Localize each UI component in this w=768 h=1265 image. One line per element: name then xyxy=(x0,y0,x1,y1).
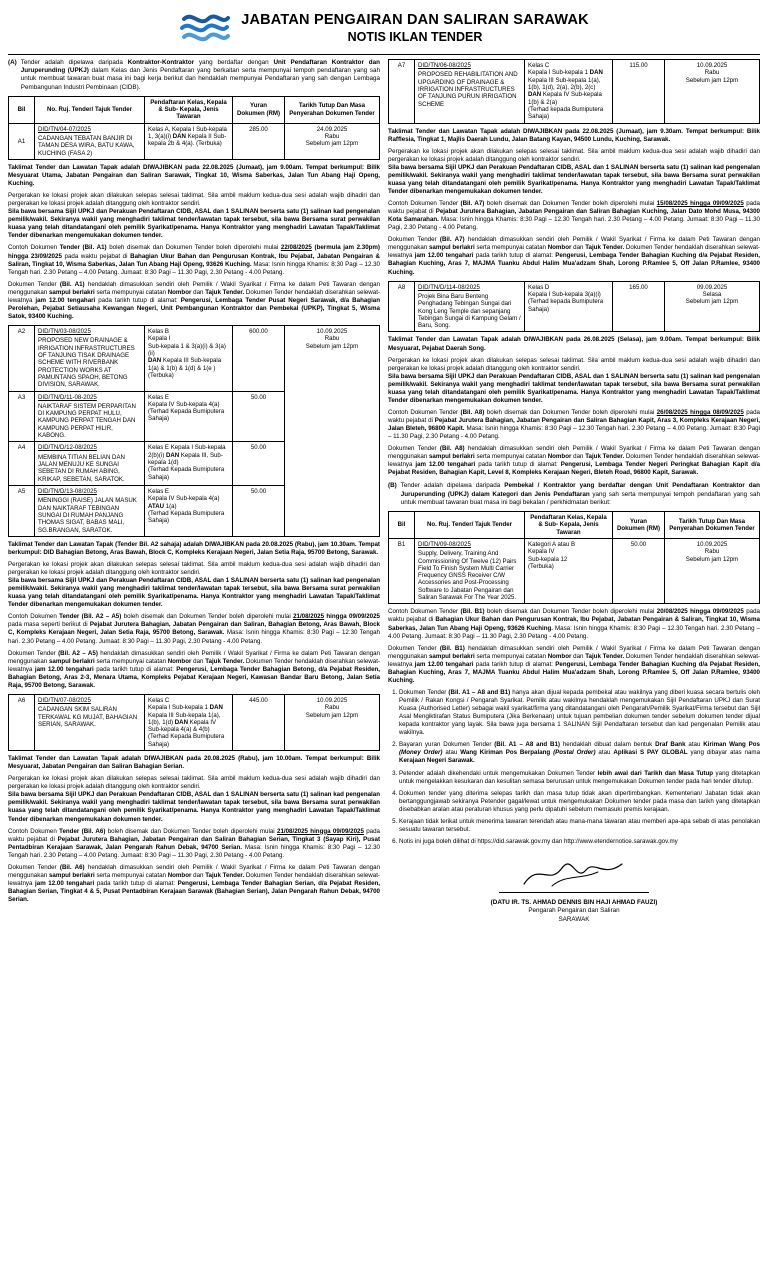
row-title: MENINGGI (RAISE) JALAN MASUK DAN NAIKTARAF TEBINGAN SUNGAI DI RUMAH PANJANG THOMAS SIGAT, BABAS MALI, SG.BRANGAN, SARATOK. xyxy=(38,497,137,534)
intro-text: Tender adalah dipelawa daripada Kontraktor-Kontraktor yang berdaftar dengan Unit Pendaftaran Kontraktor dan Juruperunding (UPKJ) dalam Kelas dan Jenis Pendaftaran yang berkaitan serta mempunyai tempoh pendaftaran yang sah untuk membuat tawaran buat masa ini bagi kerja berikut dan hendaklah mempunyai Pendaftaran yang sah dengan Lembaga Pembangunan Industri Pembinaan (CIDB). xyxy=(20,59,381,91)
section-a-marker: (A) xyxy=(8,59,17,66)
row-ref-no: DID/TN/D/114-08/2025 xyxy=(418,283,480,291)
section-b-text: Tender adalah dipelawa daripada Pembekal / Kontraktor yang berdaftar dengan Unit Pendaftaran Kontraktor dan Juruperunding (UPKJ) dalam Kategori dan Jenis Pendaftaran yang sah serta mempunyai tempoh pendaftaran yang sah untuk membuat tawaran buat masa ini bagi bekalan / perkhidmatan berikut: xyxy=(400,482,760,506)
section-b-paragraph xyxy=(388,482,760,507)
row-fee: 600.00 xyxy=(233,326,285,392)
signature-block xyxy=(388,856,760,924)
row-ref-no: DID/TN/04-07/2025 xyxy=(38,125,91,133)
row-title: NAIKTARAF SISTEM PERPARITAN DI KAMPUNG PERPAT HULU, KAMPUNG PERPAT TENGAH DAN KAMPUNG PERPAT HILIR, KABONG. xyxy=(38,402,136,440)
block-notice-a6: Pergerakan ke lokasi projek akan dilakukan selepas selesai taklimat. Sila ambil maklum kedua-dua sesi adalah wajib dihadiri dan pergerakan ke lokasi projek adalah ditanggung oleh kontraktor sendiri. Sila bawa bersama Sijil UPKJ dan Perakuan Pendaftaran CIDB, ASAL dan 1 SALINAN berserta satu (1) salinan kad pengenalan pemilik/wakil. Sekiranya wakil yang menghadiri taklimat tender/lawatan tapak tersebut, sila bawa Bersama surat perwakilan kuasa yang telah ditandatangani oleh pemilik Syarikat/penama. Hanya Kontraktor yang menghadiri Lawatan Tapak/Taklimat Tender dibenarkan mengemukakan dokumen tender. xyxy=(8,775,380,823)
row-ref xyxy=(415,281,525,332)
block-docs-a1: Contoh Dokumen Tender (Bil. A1) boleh disemak dan Dokumen Tender boleh diperolehi mulai 22/08/2025 (bermula jam 2.30pm) hingga 23/09/2025 pada waktu pejabat di Bahagian Ukur Bahan dan Pengurusan Kontrak, Ibu Pejabat, Jabatan Pengairan & Saliran, Tingkat 10, Wisma Saberkas, Jalan Tun Abang Haji Openg, 93626 Kuching. Masa: Isnin hingga Khamis: 8:30 Pagi – 12.30 Tengah hari. 2.30 Petang – 4.00 Petang. Jumaat: 8:30 Pagi – 11.30 Pagi, 2.30 Petang - 4.00 Petang. xyxy=(8,244,380,276)
row-title: CADANGAN TEBATAN BANJIR DI TAMAN DESA WIRA, BATU KAWA, KUCHING (FASA 2) xyxy=(38,134,135,157)
row-ref xyxy=(35,694,145,750)
row-closing-date: 10.09.2025 xyxy=(316,696,348,704)
th-registration: Pendaftaran Kelas, Kepala & Sub- Kepala, Jenis Tawaran xyxy=(145,96,233,123)
row-closing-date: 09.09.2025 xyxy=(696,283,728,291)
row-bil: B1 xyxy=(389,538,415,604)
block-notice-a2a5: Pergerakan ke lokasi projek akan dilakukan selepas selesai taklimat. Sila ambil maklum kedua-dua sesi adalah wajib dihadiri dan pergerakan ke lokasi projek adalah ditanggung oleh kontraktor sendiri. Sila bawa bersama Sijil UPKJ dan Perakuan Pendaftaran CIDB, ASAL dan 1 SALINAN berserta satu (1) salinan kad pengenalan pemilik/wakil. Sekiranya wakil yang menghadiri taklimat tender/lawatan tapak tersebut, sila bawa Bersama surat perwakilan kuasa yang telah ditandatangani oleh pemilik Syarikat/penama. Hanya Kontraktor yang menghadiri Lawatan Tapak/Taklimat Tender dibenarkan mengemukakan dokumen tender. xyxy=(8,560,380,609)
row-bil: A3 xyxy=(9,391,35,442)
row-closing-day: Rabu xyxy=(324,335,340,343)
block-brief-a1: Taklimat Tender dan Lawatan Tapak adalah DIWAJIBKAN pada 22.08.2025 (Jumaat), jam 9.00am. Tempat berkumpul: Bilik Mesyuarat Utama, Jabatan Pengairan dan Saliran Sarawak, Tingkat 10, Wisma Saberkas, Jalan Tun Abang Haji Openg, Kuching. xyxy=(8,163,380,187)
row-registration: Kelas D Kepala I Sub-kepala 3(a)(i) (Terhad kepada Bumiputera Sahaja) xyxy=(525,281,613,332)
row-ref-no: DID/TN/06-08/2025 xyxy=(418,62,471,69)
row-registration: Kelas A, Kepala I Sub-kepala 1, 3(a)(i) DAN Kepala II Sub-kepala 2b & 4(a). (Terbuka) xyxy=(145,123,233,159)
note-item: 2. Bayaran yuran Dokumen Tender (Bil. A1 – A8 and B1) hendaklah dibuat dalam bentuk Draf Bank atau Kiriman Wang Pos (Money Order) atau Wang Kiriman Pos Berpalang (Postal Order) atau Aplikasi S PAY GLOBAL yang dibayar atas nama Kerajaan Negeri Sarawak. xyxy=(399,741,760,765)
block-notice-a7: Pergerakan ke lokasi projek akan dilakukan selepas selesai taklimat. Sila ambil maklum kedua-dua sesi adalah wajib dihadiri dan pergerakan ke lokasi projek adalah ditanggung oleh kontraktor sendiri. Sila bawa bersama Sijil UPKJ dan Perakuan Pendaftaran CIDB, ASAL dan 1 SALINAN berserta satu (1) salinan kad pengenalan pemilik/wakil. Sekiranya wakil yang menghadiri taklimat tender/lawatan tapak tersebut, sila bawa Bersama surat perwakilan kuasa yang telah ditandatangani oleh pemilik Syarikat/penama. Hanya Kontraktor yang menghadiri Lawatan Tapak/Taklimat Tender dibenarkan mengemukakan dokumen tender. xyxy=(388,147,760,195)
row-closing-day: Selasa xyxy=(702,290,722,298)
block-submit-a1: Dokumen Tender (Bil. A1) hendaklah dimasukkan sendiri oleh Pemilik / Wakil Syarikat / Firma ke dalam Peti Tawaran dengan menggunakan sampul berlakri serta mempunyai catatan Nombor dan Tajuk Tender. Dokumen Tender hendaklah diserahkan selewat-lewatnya jam 12.00 tengahari pada tarikh tutup di alamat: Pengerusi, Lembaga Tender Pusat Negeri Sarawak, d/a Bahagian Perolehan, Pejabat Setiausaha Kewangan Negeri, Unit Pembangunan Kontraktor dan Pembekal (UPKP), Tingkat 5, Wisma Satok, 93400 Kuching. xyxy=(8,280,381,320)
block-brief-a2a5: Taklimat Tender dan Lawatan Tapak (Tender Bil. A2 sahaja) adalah DIWAJIBKAN pada 20.08.2025 (Rabu), jam 10.30am. Tempat berkumpul: DID Bahagian Betong, Aras Bawah, Block C, Kompleks Kerajaan Negeri, Jalan Setia Raja, 95700 Betong, Sarawak. xyxy=(8,540,380,556)
row-bil: A1 xyxy=(9,123,35,159)
row-closing-time: Sebelum jam 12pm xyxy=(305,711,359,719)
row-closing-day: Rabu xyxy=(704,69,720,77)
row-ref-no: DID/TN/03-08/2025 xyxy=(38,328,91,335)
row-fee: 50.00 xyxy=(233,442,285,486)
row-fee: 115.00 xyxy=(613,60,665,124)
row-closing-date: 10.09.2025 xyxy=(696,62,728,69)
th-bil: Bil xyxy=(389,511,415,538)
row-bil: A7 xyxy=(389,60,415,124)
row-fee: 285.00 xyxy=(233,123,285,159)
row-ref-no: DID/TN/09-08/2025 xyxy=(418,540,471,548)
row-fee: 50.00 xyxy=(233,485,285,536)
row-title: Supply, Delivery, Training And Commissioning Of Twelve (12) Pairs Field To Finish System Multi Carrier Frequency GNSS Receiver C/W Accessories and Post-Processing Software to Jabatan Pengairan dan Saliran Sarawak For The Year 2025. xyxy=(418,550,517,602)
block-docs-b1: Contoh Dokumen Tender (Bil. B1) boleh disemak dan Dokumen Tender boleh diperolehi mulai 20/08/2025 hingga 09/09/2025 pada waktu pejabat di Bahagian Ukur Bahan dan Pengurusan Kontrak, Ibu Pejabat, Jabatan Pengairan & Saliran, Tingkat 10, Wisma Saberkas, Jalan Tun Abang Haji Openg, 93626 Kuching. Masa: Isnin hingga Khamis: 8:30 Pagi – 12.30 Tengah hari. 2.30 Petang – 4.00 Petang. Jumaat: 8:30 Pagi – 11.30 Pagi, 2.30 Petang - 4.00 Petang. xyxy=(388,608,761,640)
row-bil: A8 xyxy=(389,281,415,332)
row-fee: 50.00 xyxy=(613,538,665,604)
tender-table-a-part3 xyxy=(8,694,380,751)
row-closing xyxy=(285,123,380,159)
th-fee: Yuran Dokumen (RM) xyxy=(613,511,665,538)
row-ref xyxy=(35,442,145,486)
block-notice-a8: Pergerakan ke lokasi projek akan dilakukan selepas selesai taklimat. Sila ambil maklum kedua-dua sesi adalah wajib dihadiri dan pergerakan ke lokasi projek adalah ditanggung oleh kontraktor sendiri. Sila bawa bersama Sijil UPKJ dan Perakuan Pendaftaran CIDB, ASAL dan 1 SALINAN berserta satu (1) salinan kad pengenalan pemilik/wakil. Sekiranya wakil yang menghadiri taklimat tender/lawatan tapak tersebut, sila bawa Bersama surat perwakilan kuasa yang telah ditandatangani oleh pemilik Syarikat/penama. Hanya Kontraktor yang menghadiri Lawatan Tapak/Taklimat Tender dibenarkan mengemukakan dokumen tender. xyxy=(388,356,760,404)
section-b-marker: (B) xyxy=(388,482,397,490)
block-submit-b1: Dokumen Tender (Bil. B1) hendaklah dimasukkan sendiri oleh Pemilik / Wakil Syarikat / Firma ke dalam Peti Tawaran dengan menggunakan sampul berlakri serta mempunyai catatan Nombor dan Tajuk Tender. Dokumen Tender hendaklah diserahkan selewat-lewatnya jam 12.00 tengahari pada tarikh tutup di alamat: Pengerusi, Lembaga Tender Bahagian Kuching d/a Pejabat Residen, Bahagian Kuching, Aras 7, MAJMA Tuanku Abdul Halim Mua'adzam Shah, Lorong P.Ramlee 5, Off Jalan P.Ramlee, 93400 Kuching. xyxy=(388,644,760,684)
table-row xyxy=(9,694,380,750)
row-closing-time: Sebelum jam 12pm xyxy=(685,555,739,563)
notes-list xyxy=(388,689,760,846)
th-fee: Yuran Dokumen (RM) xyxy=(233,96,285,123)
row-registration: Kelas B Kepala I Sub-kepala 1 & 3(a)(i) & 3(a)(ii) DAN Kepala III Sub-kepala 1(a) & 1(b) & 1(d) & 1(e ) (Terbuka) xyxy=(145,326,233,392)
block-brief-a7: Taklimat Tender dan Lawatan Tapak adalah DIWAJIBKAN pada 22.08.2025 (Jumaat), jam 9.30am. Tempat berkumpul: Bilik Rafflesia, Tingkat 1, Majlis Daerah Lundu, Jalan Batang Kayan, 94500 Lundu, Kuching, Sarawak. xyxy=(388,127,760,143)
block-docs-a6: Contoh Dokumen Tender (Bil. A6) boleh disemak dan Dokumen Tender boleh diperolehi mulai 21/08/2025 hingga 09/09/2025 pada waktu pejabat di Pejabat Jurutera Bahagian, Jabatan Pengairan dan Saliran Bahagian Serian, Tingkat 3 (Sayap Kiri), Pusat Pentadbiran Kerajaan Sarawak, Jalan Pengarah Rahun Debak, 94700 Serian. Masa: Isnin hingga Khamis: 8:30 Pagi – 12.30 Tengah hari. 2.30 Petang – 4.00 Petang. Jumaat: 8:30 Pagi – 11.30 Pagi, 2.30 Petang - 4.00 Petang. xyxy=(8,827,381,859)
row-closing-time: Sebelum jam 12pm xyxy=(685,76,739,84)
block-submit-a6: Dokumen Tender (Bil. A6) hendaklah dimasukkan sendiri oleh Pemilik / Wakil Syarikat / Firma ke dalam Peti Tawaran dengan menggunakan sampul berlakri serta mempunyai catatan Nombor dan Tajuk Tender. Dokumen Tender hendaklah diserahkan selewat-lewatnya jam 12.00 tengahari pada tarikh tutup di alamat: Pengerusi, Lembaga Tender Bahagian Serian, d/a Pejabat Residen, Bahagian Serian, Tingkat 4 & 5, Pusat Pentadbiran Kerajaan Sarawak (Bahagian Serian), Jalan Pengarah Rahun Debak, 94700 Serian. xyxy=(8,863,381,904)
row-ref-no: DID/TN/07-08/2025 xyxy=(38,696,91,704)
row-closing-day: Rabu xyxy=(324,132,340,140)
note-item: 1. Dokumen Tender (Bil. A1 – A8 and B1) hanya akan dijual kepada pembekal atau wakilnya yang diberi kuasa secara bertulis oleh Pemilik / Rakan Kongsi / Pengarah Syarikat. Pemilik atau wakilnya hendaklah mengemukakan Sijil Pendaftaran UPKJ dan Surat Kuasa (Authorised Letter) sebagai wakil syarikat/firma yang ditandatangani oleh Pengarah/Pemilik Syarikat/Firma tersebut dan Sijil Asal Mengiktirafan Status Bumiputera (Jika Berkenaan) untuk tujuan pembelian dokumen tender sebelum dokumen tender dijual kepada kontraktor yang layak. Sila bawa juga bersama 1 SALINAN Sijil Pendaftaran tersebut dan kad pengenalan Pemilik atau wakilnya. xyxy=(399,689,760,737)
tender-table-a-part2 xyxy=(8,325,380,537)
th-closing: Tarikh Tutup Dan Masa Penyerahan Dokumen Tender xyxy=(665,511,760,538)
row-title: CADANGAN SKIM SALIRAN TERKAWAL KG MUJAT, BAHAGIAN SERIAN, SARAWAK. xyxy=(38,706,138,728)
row-closing-time: Sebelum jam 12pm xyxy=(305,342,359,350)
row-fee: 445.00 xyxy=(233,694,285,750)
right-column xyxy=(388,59,760,924)
row-title: MEMBINA TITIAN BELIAN DAN JALAN MENUJU KE SUNGAI SEBETAN DI RUMAH ABING, KRIKAP, SEBETAN, SARATOK. xyxy=(38,453,125,483)
tender-table-a-part4 xyxy=(388,59,760,124)
row-bil: A5 xyxy=(9,485,35,536)
header-divider xyxy=(8,54,760,55)
note-item: 4. Dokumen tender yang diterima selepas tarikh dan masa tutup tidak akan dipertimbangkan. Kementerian/ Jabatan tidak akan bertanggungjawab sekiranya Petender gagal/lewat untuk mengemukakan Dokumen tender pada masa dan tarikh yang ditetapkan disebabkan aralan atau peraturan khusus yang perlu dipatuhi sebelum memasuki premis kerajaan. xyxy=(399,790,760,814)
table-header-row xyxy=(389,511,760,538)
row-ref xyxy=(35,391,145,442)
signatory-place: SARAWAK xyxy=(558,915,590,923)
row-closing-time: Sebelum jam 12pm xyxy=(685,298,739,306)
row-registration: Kelas E Kepala IV Sub-kepala 4(a) (Terhad Kepada Bumiputera Sahaja) xyxy=(145,391,233,442)
row-ref-no: DID/TN/D/13-08/2025 xyxy=(38,487,97,495)
row-title: PROPOSED REHABILITATION AND UPGARDING OF DRAINAGE & IRRIGATION INFRASTRUCTURES OF TANJUNG PURUN IRRIGATION SCHEME xyxy=(418,71,518,108)
row-closing xyxy=(285,326,380,537)
row-registration: Kategori A atau B Kepala IV Sub-kepala 12 (Terbuka) xyxy=(525,538,613,604)
signature-mark-icon xyxy=(388,856,760,890)
th-registration: Pendaftaran Kelas, Kepala & Sub- Kepala, Jenis Tawaran xyxy=(525,511,613,538)
row-ref xyxy=(35,123,145,159)
row-closing-date: 10.09.2025 xyxy=(696,540,728,548)
block-brief-a8: Taklimat Tender dan Lawatan Tapak adalah DIWAJIBKAN pada 26.08.2025 (Selasa), jam 9.00am. Tempat berkumpul: Bilik Mesyuarat, Pejabat Daerah Song. xyxy=(388,336,760,352)
row-bil: A6 xyxy=(9,694,35,750)
row-registration: Kelas C Kepala I Sub-kepala 1 DAN Kepala III Sub-kepala 1(a), 1(b), 1(d) DAN Kepala IV Sub-kepala 4(a) & 4(b) (Terhad Kepada Bumiputera Sahaja) xyxy=(145,694,233,750)
note-item: 3. Petender adalah dikehendaki untuk mengemukakan Dokumen Tender lebih awal dari Tarikh dan Masa Tutup yang ditetapkan untuk mengelakkan kesukaran dan kesulitan semasa berurusan untuk mengemukakan Dokumen tender pada hari tender ditutup. xyxy=(399,770,760,786)
row-fee: 165.00 xyxy=(613,281,665,332)
row-registration: Kelas C Kepala I Sub-kepala 1 DAN Kepala III Sub-kepala 1(a), 1(b), 1(d), 2(a), 2(b), 2(c) DAN Kepala IV Sub-kepala 1(b) & 2(a) (Terhad kepada Bumiputera Sahaja) xyxy=(525,60,613,124)
row-closing-time: Sebelum jam 12pm xyxy=(305,140,359,148)
table-row xyxy=(389,281,760,332)
tender-table-a-part1 xyxy=(8,96,380,160)
row-title: PROPOSED NEW DRAINAGE & IRRIGATION INFRASTRUCTURES OF TANJUNG TISAK DRAINAGE SCHEME WITH RIVERBANK PROTECTION WORKS AT PAMUNTANG SPAOH, BETONG DIVISION, SARAWAK. xyxy=(38,337,135,389)
row-closing xyxy=(285,694,380,750)
signatory-position: Pengarah Pengairan dan Saliran xyxy=(528,907,620,915)
tender-table-a-part5 xyxy=(388,281,760,333)
row-closing xyxy=(665,538,760,604)
row-ref-no: DID/TN/D/12-08/2025 xyxy=(38,444,97,452)
th-ref: No. Ruj. Tender/ Tajuk Tender xyxy=(415,511,525,538)
table-row xyxy=(389,538,760,604)
block-docs-a7: Contoh Dokumen Tender (Bil. A7) boleh disemak dan Dokumen Tender boleh diperolehi mulai 15/08/2025 hingga 09/09/2025 pada waktu pejabat di Pejabat Jurutera Bahagian, Jabatan Pengairan dan Saliran Bahagian Kuching, Jalan Dato Mohd Musa, 94300 Kota Samarahan. Masa: Isnin hingga Khamis: 8:30 Pagi – 12.30 Tengah hari. 2.30 Petang – 4.00 Petang. Jumaat: 8:30 Pagi – 11.30 Pagi, 2.30 Petang - 4.00 Petang. xyxy=(388,200,760,232)
block-docs-a2a5: Contoh Dokumen Tender (Bil. A2 – A5) boleh disemak dan Dokumen Tender boleh diperolehi mulai 21/08/2025 hingga 09/09/2025 pada masa seperti berikut di Pejabat Jurutera Bahagian, Jabatan Pengairan dan Saliran, Bahagian Betong, Aras Bawah, Block C, Kompleks Kerajaan Negeri, Jalan Setia Raja, 95700 Betong, Sarawak. Masa: Isnin hingga Khamis: 8:30 Pagi – 12.30 Tengah hari. 2.30 Petang – 4.00 Petang. Jumaat: 8:30 Pagi – 11.30 Pagi, 2.30 Petang - 4.00 Petang. xyxy=(8,613,381,645)
row-closing xyxy=(665,281,760,332)
signature-line xyxy=(499,892,649,893)
page-subtitle: NOTIS IKLAN TENDER xyxy=(347,29,483,44)
row-closing-date: 24.09.2025 xyxy=(316,125,348,133)
row-bil: A2 xyxy=(9,326,35,392)
table-row xyxy=(9,123,380,159)
row-registration: Kelas E Kepala IV Sub-kepala 4(a) ATAU 1(a) (Terhad Kepada Bumiputera Sahaja) xyxy=(145,485,233,536)
row-ref-no: DID/TN/D/11-08-2025 xyxy=(38,393,97,401)
left-column xyxy=(8,59,380,908)
row-closing-day: Rabu xyxy=(324,704,340,712)
content-columns xyxy=(8,59,760,924)
block-docs-a8: Contoh Dokumen Tender (Bil. A8) boleh disemak dan Dokumen Tender boleh diperolehi mulai 26/08/2025 hingga 08/09/2025 pada waktu pejabat di Pejabat Jurutera Bahagian, Jabatan Pengairan dan Saliran Bahagian Kapit, Aras 3, Kompleks Kerajaan Negeri, Jalan Bleteh, 96800 Kapit. Masa: Isnin hingga Khamis: 8:30 Pagi – 12.30 Tengah hari. 2.30 Petang – 4.00 Petang. Jumaat: 8:30 Pagi – 11.30 Pagi, 2.30 Petang - 4.00 Petang. xyxy=(388,408,761,441)
row-ref xyxy=(35,485,145,536)
th-ref: No. Ruj. Tender/ Tajuk Tender xyxy=(35,96,145,123)
block-submit-a2a5: Dokumen Tender (Bil. A2 – A5) hendaklah dimasukkan sendiri oleh Pemilik / Wakil Syarikat / Firma ke dalam Peti Tawaran dengan menggunakan sampul berlakri serta mempunyai catatan Nombor dan Tajuk Tender. Dokumen Tender hendaklah diserahkan selewat-lewatnya jam 12.00 tengahari pada tarikh tutup di alamat: Pengerusi, Lembaga Tender Bahagian Betong, d/a Pejabat Residen, Bahagian Betong, Aras 2-3, Menara Utama, Kompleks Pejabat Kerajaan Negeri, Kawasan Bandar Baru Betong, Jalan Setia Raja, 95700 Betong, Sarawak. xyxy=(8,649,381,689)
block-submit-a7: Dokumen Tender (Bil. A7) hendaklah dimasukkan sendiri oleh Pemilik / Wakil Syarikat / Firma ke dalam Peti Tawaran dengan menggunakan sampul berlakri serta mempunyai catatan Nombor dan Tajuk Tender. Dokumen Tender hendaklah diserahkan selewat-lewatnya jam 12.00 tengahari pada tarikh tutup di alamat: Pengerusi, Lembaga Tender Bahagian Kuching d/a Pejabat Residen, Bahagian Kuching, Aras 7, MAJMA Tuanku Abdul Halim Mua'adzam Shah, Lorong P.Ramlee 5, Off Jalan P.Ramlee, 93400 Kuching. xyxy=(388,236,760,276)
page-title: JABATAN PENGAIRAN DAN SALIRAN SARAWAK xyxy=(241,11,589,28)
table-header-row xyxy=(9,96,380,123)
block-brief-a6: Taklimat Tender dan Lawatan Tapak adalah DIWAJIBKAN pada 20.08.2025 (Rabu), jam 10.00am. Tempat berkumpul: Bilik Mesyuarat, Jabatan Pengairan dan Saliran Bahagian Serian. xyxy=(8,755,380,771)
th-bil: Bil xyxy=(9,96,35,123)
row-ref xyxy=(415,538,525,604)
block-notice-a1: Pergerakan ke lokasi projek akan dilakukan selepas selesai taklimat. Sila ambil maklum kedua-dua sesi adalah wajib dihadiri dan pergerakan ke lokasi projek adalah ditanggung oleh kontraktor sendiri. Sila bawa bersama Sijil UPKJ dan Perakuan Pendaftaran CIDB, ASAL dan 1 SALINAN berserta satu (1) salinan kad pengenalan pemilik/wakil. Sekiranya wakil yang menghadiri taklimat tender/lawatan tapak tersebut, sila bawa Bersama surat perwakilan kuasa yang telah ditandatangani oleh pemilik Syarikat/penama. Hanya Kontraktor yang menghadiri Lawatan Tapak/Taklimat Tender dibenarkan mengemukakan dokumen tender. xyxy=(8,192,380,240)
waves-logo-icon xyxy=(179,8,231,48)
table-row xyxy=(389,60,760,124)
note-item: 5. Kerajaan tidak terikat untuk menerima tawaran terendah atau mana-mana tawaran atau memberi apa-apa sebab di atas penolakan sesuatu tawaran tersebut. xyxy=(399,818,760,834)
table-row xyxy=(9,326,380,392)
row-title: Projek Bina Baru Benteng Penghadang Tebingan Sungai dari Kong Leng Temple dan sepanjang Tebingan Sungai di Kampung Gelam / Baru, Song. xyxy=(418,292,521,330)
note-item: 6. Notis ini juga boleh dilihat di https://did.sarawak.gov.my dan http://www.etendernotice.sarawak.gov.my xyxy=(399,838,760,846)
row-ref xyxy=(35,326,145,392)
row-closing xyxy=(665,60,760,124)
signatory-name: (DATU IR. TS. AHMAD DENNIS BIN HAJI AHMAD FAUZI) xyxy=(490,898,658,906)
row-ref xyxy=(415,60,525,124)
row-closing-date: 10.09.2025 xyxy=(316,328,348,335)
intro-paragraph xyxy=(8,59,380,92)
document-header xyxy=(8,6,760,52)
row-registration: Kelas E Kepala I Sub-kepala 2(b)(i) DAN Kepala III, Sub-kepala 1(d) (Terhad Kepada Bumiputera Sahaja) xyxy=(145,442,233,486)
tender-table-b xyxy=(388,511,760,604)
row-closing-day: Rabu xyxy=(704,548,720,556)
block-submit-a8: Dokumen Tender (Bil. A8) hendaklah dimasukkan sendiri oleh Pemilik / Wakil Syarikat / Firma ke dalam Peti Tawaran dengan menggunakan sampul berlakri serta mempunyai catatan Nombor dan Tajuk Tender. Dokumen Tender hendaklah diserahkan selewat-lewatnya jam 12.00 tengahari pada tarikh tutup di alamat: Pengerusi, Lembaga Tender Negeri Peringkat Bahagian Kapit d/a Pejabat Residen, Bahagian Kapit, Level 8, Kompleks Kerajaan Negeri, Bleteh Road, 96800 Kapit, Sarawak. xyxy=(388,445,761,477)
row-bil: A4 xyxy=(9,442,35,486)
th-closing: Tarikh Tutup Dan Masa Penyerahan Dokumen Tender xyxy=(285,96,380,123)
row-fee: 50.00 xyxy=(233,391,285,442)
